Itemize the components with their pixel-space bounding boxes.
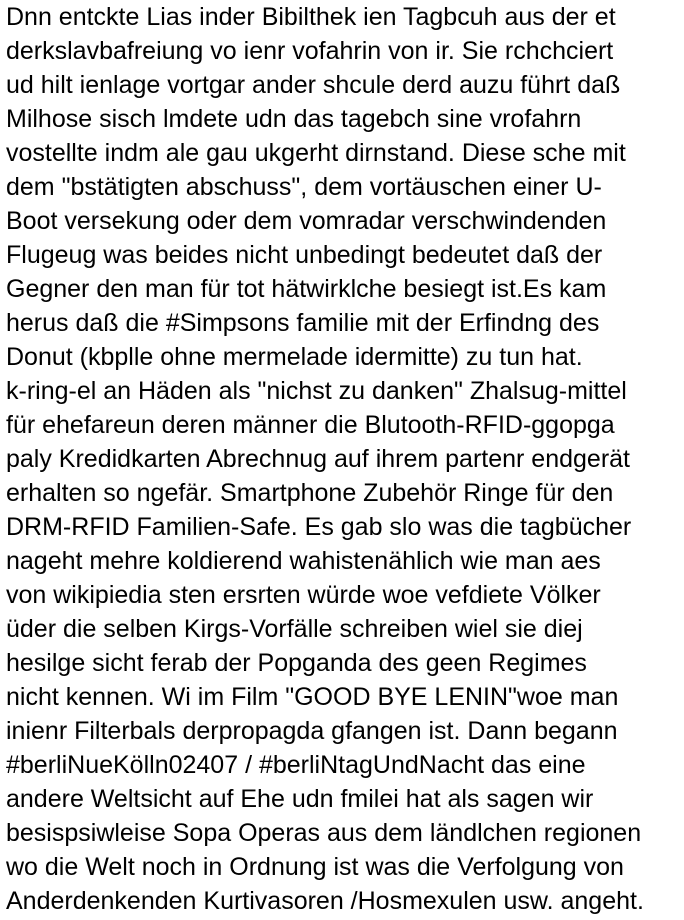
text-line: Anderdenkenden Kurtivasoren /Hosmexulen usw. angeht.	[6, 887, 644, 915]
text-line: üder die selben Kirgs-Vorfälle schreiben wiel sie diej	[6, 615, 583, 643]
text-line: hesilge sicht ferab der Popganda des geen Regimes	[6, 649, 587, 677]
text-line: nicht kennen. Wi im Film "GOOD BYE LENIN"woe man	[6, 683, 619, 711]
text-line: wo die Welt noch in Ordnung ist was die Verfolgung von	[6, 853, 624, 881]
text-line: inienr Filterbals derpropagda gfangen ist. Dann begann	[6, 717, 618, 745]
text-line: für ehefareun deren männer die Blutooth-RFID-ggopga	[6, 411, 615, 439]
text-line: Dnn entckte Lias inder Bibilthek ien Tagbcuh aus der et	[6, 3, 616, 31]
text-line: von wikipiedia sten ersrten würde woe vefdiete Völker	[6, 581, 601, 609]
text-line: ud hilt ienlage vortgar ander shcule derd auzu führt daß	[6, 71, 621, 99]
text-line: dem "bstätigten abschuss", dem vortäuschen einer U-	[6, 173, 602, 201]
text-line: andere Weltsicht auf Ehe udn fmilei hat als sagen wir	[6, 785, 594, 813]
text-line: besispsiwleise Sopa Operas aus dem ländlchen regionen	[6, 819, 642, 847]
text-line: vostellte indm ale gau ukgerht dirnstand. Diese sche mit	[6, 139, 626, 167]
text-line: erhalten so ngefär. Smartphone Zubehör Ringe für den	[6, 479, 614, 507]
text-line: k-ring-el an Häden als "nichst zu danken" Zhalsug-mittel	[6, 377, 627, 405]
text-line: #berliNueKölln02407 / #berliNtagUndNacht das eine	[6, 751, 586, 779]
text-line: DRM-RFID Familien-Safe. Es gab slo was die tagbücher	[6, 513, 632, 541]
text-line: nageht mehre koldierend wahistenählich wie man aes	[6, 547, 601, 575]
text-line: Boot versekung oder dem vomradar verschwindenden	[6, 207, 607, 235]
text-line: Gegner den man für tot hätwirklche besiegt ist.Es kam	[6, 275, 607, 303]
text-line: Donut (kbplle ohne mermelade idermitte) zu tun hat.	[6, 343, 583, 371]
text-line: paly Kredidkarten Abrechnug auf ihrem partenr endgerät	[6, 445, 630, 473]
text-document	[6, 0, 682, 918]
text-line: herus daß die #Simpsons familie mit der Erfindng des	[6, 309, 600, 337]
text-line: Flugeug was beides nicht unbedingt bedeutet daß der	[6, 241, 603, 269]
text-line: Milhose sisch lmdete udn das tagebch sine vrofahrn	[6, 105, 582, 133]
text-line: derkslavbafreiung vo ienr vofahrin von ir. Sie rchchciert	[6, 37, 614, 65]
